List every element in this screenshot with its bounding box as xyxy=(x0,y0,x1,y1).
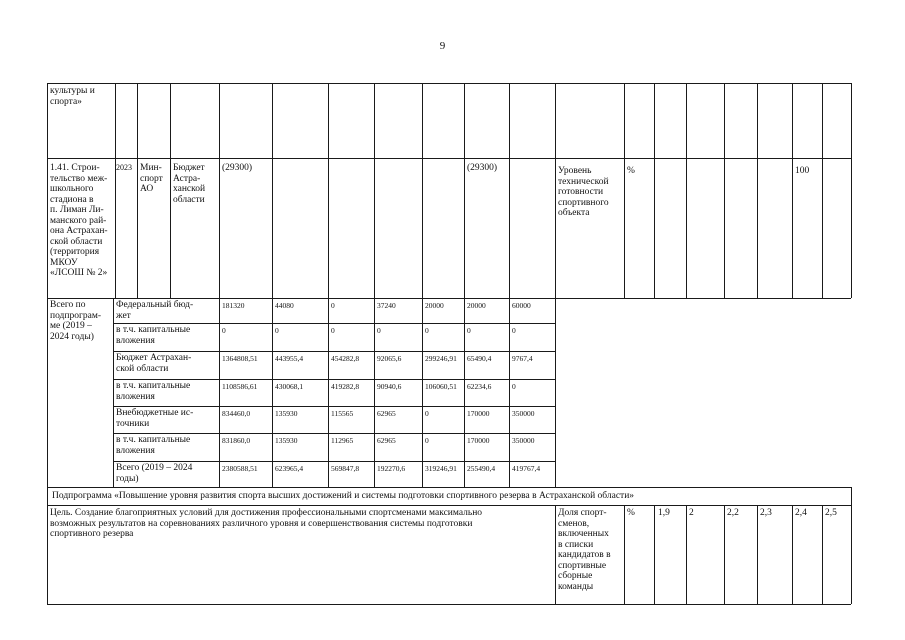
page-number: 9 xyxy=(439,40,446,52)
totals-cell: 62965 xyxy=(377,436,396,445)
continued-label: культуры и спорта» xyxy=(50,86,95,107)
rule xyxy=(113,461,555,462)
rule xyxy=(47,487,851,488)
totals-cell: 430068,1 xyxy=(275,382,304,391)
totals-cell: 60000 xyxy=(512,301,531,310)
rule xyxy=(792,83,793,298)
totals-cell: 0 xyxy=(275,326,279,335)
totals-cell: 0 xyxy=(222,326,226,335)
rule xyxy=(757,505,758,604)
totals-cell: 92065,6 xyxy=(377,354,402,363)
rule xyxy=(851,487,852,604)
totals-cell: 0 xyxy=(512,326,516,335)
totals-cell: 569847,8 xyxy=(331,464,360,473)
totals-cell: 170000 xyxy=(467,436,490,445)
totals-cell: 20000 xyxy=(425,301,444,310)
rule xyxy=(47,604,851,605)
totals-cell: 90940,6 xyxy=(377,382,402,391)
totals-cell: 9767,4 xyxy=(512,354,533,363)
rule xyxy=(822,505,823,604)
rule xyxy=(113,379,555,380)
totals-cell: 2380588,51 xyxy=(222,464,258,473)
totals-cell: 0 xyxy=(467,326,471,335)
totals-cell: 319246,91 xyxy=(425,464,457,473)
rule xyxy=(654,83,655,298)
totals-cell: 37240 xyxy=(377,301,396,310)
rule xyxy=(137,83,138,298)
activity-year: 2023 xyxy=(116,163,132,172)
rule xyxy=(272,83,273,487)
rule xyxy=(851,83,852,298)
rule xyxy=(792,505,793,604)
totals-cell: 831860,0 xyxy=(222,436,251,445)
totals-cell: 0 xyxy=(331,301,335,310)
totals-cell: 44080 xyxy=(275,301,294,310)
goal-value: 2 xyxy=(689,508,694,518)
totals-row-label: Бюджет Астрахан- ской области xyxy=(116,353,192,374)
totals-cell: 0 xyxy=(425,436,429,445)
activity-unit: % xyxy=(627,166,635,176)
totals-cell: 419282,8 xyxy=(331,382,360,391)
rule xyxy=(113,351,555,352)
totals-cell: 0 xyxy=(512,382,516,391)
goal-value: 2,3 xyxy=(760,508,772,518)
goal-value: 2,5 xyxy=(825,508,837,518)
rule xyxy=(822,83,823,298)
totals-row-label: в т.ч. капитальные вложения xyxy=(116,325,191,346)
rule xyxy=(115,83,116,298)
totals-row-label: Внебюджетные ис- точники xyxy=(116,408,194,429)
rule xyxy=(724,83,725,298)
totals-cell: 255490,4 xyxy=(467,464,496,473)
totals-cell: 0 xyxy=(425,326,429,335)
goal-value: 1,9 xyxy=(658,508,670,518)
totals-label: Всего по подпрограм- ме (2019 – 2024 годы) xyxy=(50,300,102,342)
totals-cell: 62234,6 xyxy=(467,382,492,391)
totals-cell: 106060,51 xyxy=(425,382,457,391)
totals-cell: 20000 xyxy=(467,301,486,310)
rule xyxy=(654,505,655,604)
totals-cell: 0 xyxy=(425,409,429,418)
rule xyxy=(47,298,851,299)
totals-cell: 192270,6 xyxy=(377,464,406,473)
totals-cell: 623965,4 xyxy=(275,464,304,473)
activity-total: (29300) xyxy=(222,163,253,173)
totals-cell: 115565 xyxy=(331,409,354,418)
rule xyxy=(464,83,465,487)
rule xyxy=(47,158,851,159)
rule xyxy=(219,83,220,487)
totals-cell: 170000 xyxy=(467,409,490,418)
totals-cell: 350000 xyxy=(512,409,535,418)
subprogram-title: Подпрограмма «Повышение уровня развития спорта высших достижений и системы подготовки спортивного резерва в Астраханской области» xyxy=(52,491,635,501)
totals-cell: 350000 xyxy=(512,436,535,445)
rule xyxy=(328,83,329,487)
activity-source: Бюджет Астра- ханской области xyxy=(173,163,206,205)
rule xyxy=(624,505,625,604)
rule xyxy=(170,83,171,298)
goal-unit: % xyxy=(627,508,635,518)
rule xyxy=(555,505,556,604)
rule xyxy=(113,323,555,324)
activity-value-2023: (29300) xyxy=(467,163,498,173)
totals-cell: 1364808,51 xyxy=(222,354,258,363)
goal-value: 2,2 xyxy=(727,508,739,518)
rule xyxy=(686,505,687,604)
totals-cell: 1108586,61 xyxy=(222,382,258,391)
rule xyxy=(686,83,687,298)
goal-value: 2,4 xyxy=(795,508,807,518)
rule xyxy=(47,83,851,84)
totals-cell: 419767,4 xyxy=(512,464,541,473)
totals-cell: 834460,0 xyxy=(222,409,251,418)
totals-row-label: в т.ч. капитальные вложения xyxy=(116,381,191,402)
goal-indicator: Доля спорт- сменов, включенных в списки кандидатов в спортивные сборные команды xyxy=(558,508,611,592)
activity-target: 100 xyxy=(795,166,810,176)
totals-cell: 62965 xyxy=(377,409,396,418)
totals-cell: 135930 xyxy=(275,436,298,445)
rule xyxy=(113,433,555,434)
rule xyxy=(757,83,758,298)
rule xyxy=(422,83,423,487)
totals-cell: 135930 xyxy=(275,409,298,418)
totals-row-label: Федеральный бюд- жет xyxy=(116,300,194,321)
totals-cell: 0 xyxy=(377,326,381,335)
rule xyxy=(374,83,375,487)
rule xyxy=(47,83,48,604)
totals-cell: 299246,91 xyxy=(425,354,457,363)
activity-executor: Мин- спорт АО xyxy=(140,163,163,194)
rule xyxy=(624,83,625,298)
rule xyxy=(113,406,555,407)
activity-indicator: Уровень технической готовности спортивного объекта xyxy=(558,166,609,218)
rule xyxy=(724,505,725,604)
totals-row-label: Всего (2019 – 2024 годы) xyxy=(116,463,193,484)
totals-row-label: в т.ч. капитальные вложения xyxy=(116,435,191,456)
rule xyxy=(47,505,851,506)
rule xyxy=(555,83,556,487)
totals-cell: 454282,8 xyxy=(331,354,360,363)
totals-cell: 112965 xyxy=(331,436,354,445)
totals-cell: 65490,4 xyxy=(467,354,492,363)
totals-cell: 0 xyxy=(331,326,335,335)
totals-cell: 443955,4 xyxy=(275,354,304,363)
goal-text: Цель. Создание благоприятных условий для достижения профессиональными спортсменами максимально возможных результатов на соревнованиях различного уровня и совершенствования системы подготовки спортивного резерва xyxy=(50,508,483,539)
activity-name: 1.41. Строи- тельство меж- школьного стадиона в п. Лиман Ли- манского рай- она Астрахан- ской области (территория МКОУ «ЛСОШ № 2» xyxy=(50,163,108,278)
rule xyxy=(509,83,510,487)
totals-cell: 181320 xyxy=(222,301,245,310)
rule xyxy=(113,298,114,487)
